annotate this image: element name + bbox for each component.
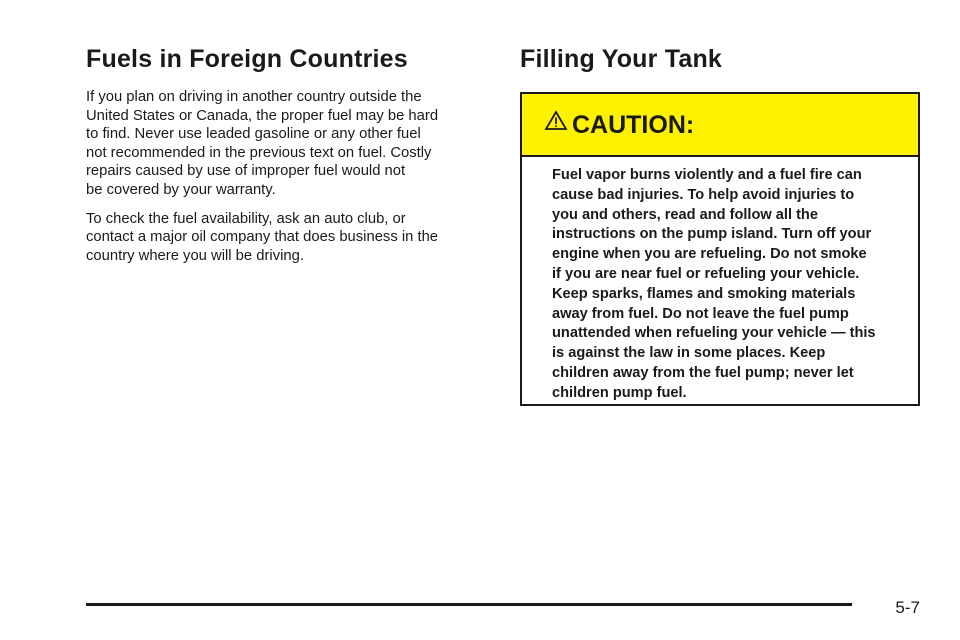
caution-line: children pump fuel.: [552, 384, 687, 401]
text-line: be covered by your warranty.: [86, 181, 276, 198]
caution-text: [522, 157, 918, 404]
section-heading-foreign-fuels: Fuels in Foreign Countries: [86, 45, 408, 73]
caution-line: instructions on the pump island. Turn off your: [552, 226, 872, 243]
caution-line: you and others, read and follow all the: [552, 206, 818, 223]
caution-line: Keep sparks, flames and smoking materials: [552, 285, 856, 302]
text-line: To check the fuel availability, ask an auto club, or: [86, 210, 406, 227]
paragraph-foreign-fuels-2: [86, 210, 486, 266]
caution-line: is against the law in some places. Keep: [552, 345, 826, 362]
left-column: [86, 44, 486, 265]
text-line: If you plan on driving in another country outside the: [86, 89, 422, 105]
warning-icon: [544, 109, 568, 133]
right-column: [520, 44, 924, 401]
caution-line: children away from the fuel pump; never let: [552, 364, 854, 381]
section-heading-filling-tank: Filling Your Tank: [520, 45, 723, 73]
text-line: contact a major oil company that does business in the: [86, 229, 439, 246]
text-line: repairs caused by use of improper fuel would not: [86, 163, 406, 180]
caution-line: engine when you are refueling. Do not smoke: [552, 246, 867, 263]
text-line: country where you will be driving.: [86, 247, 304, 264]
caution-header: [522, 94, 918, 157]
caution-line: away from fuel. Do not leave the fuel pump: [552, 305, 849, 322]
caution-line: unattended when refueling your vehicle — this: [552, 325, 876, 342]
page-number: 5-7: [895, 598, 920, 617]
caution-line: Fuel vapor burns violently and a fuel fire can: [552, 167, 862, 183]
text-line: United States or Canada, the proper fuel may be hard: [86, 107, 439, 124]
text-line: to find. Never use leaded gasoline or any other fuel: [86, 126, 421, 143]
footer-rule: [86, 603, 852, 606]
caution-line: if you are near fuel or refueling your vehicle.: [552, 265, 860, 282]
paragraph-foreign-fuels-1: [86, 88, 486, 200]
text-line: not recommended in the previous text on fuel. Costly: [86, 144, 432, 161]
caution-label: CAUTION:: [572, 110, 695, 139]
caution-box: [520, 92, 920, 406]
caution-line: cause bad injuries. To help avoid injuries to: [552, 186, 855, 203]
